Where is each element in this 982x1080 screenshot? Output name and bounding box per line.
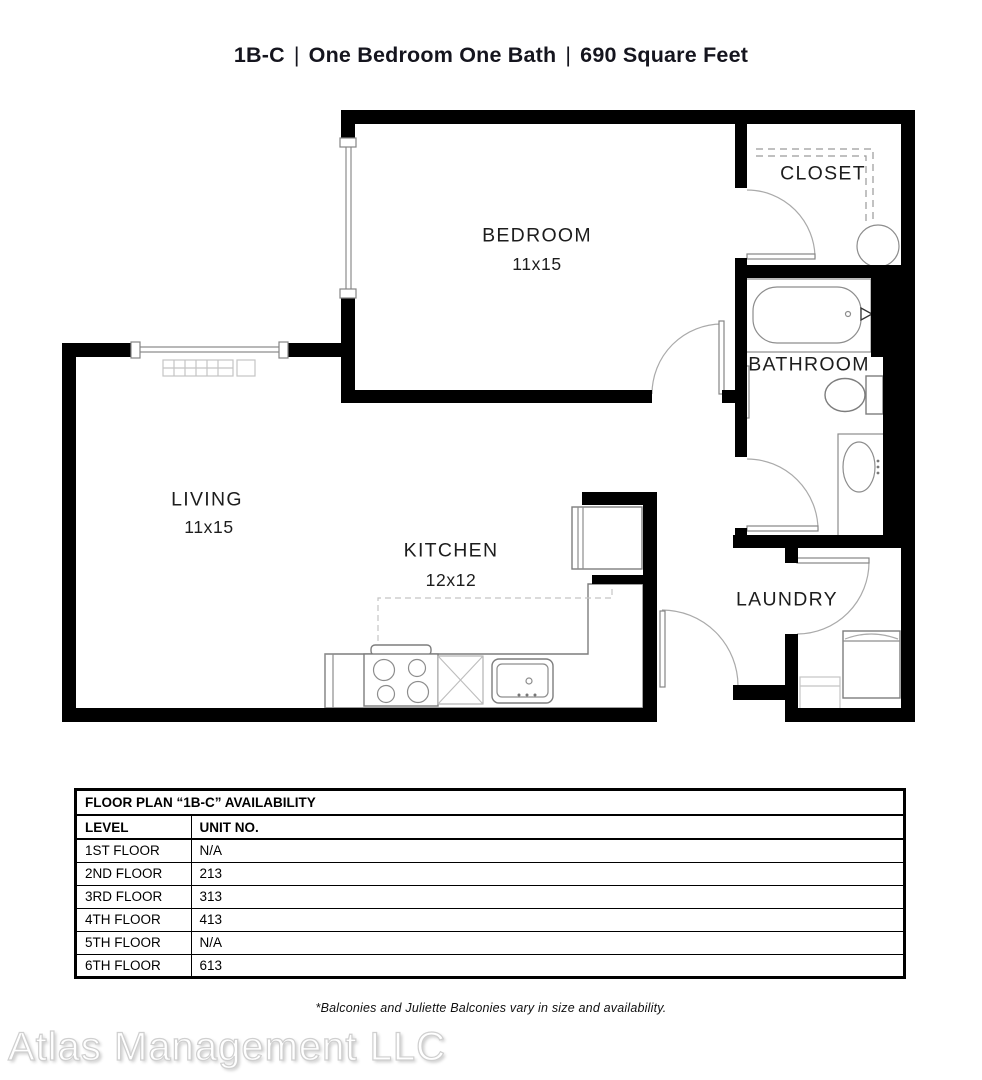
bathroom-door (747, 459, 818, 531)
company-watermark: Atlas Management LLC (8, 1025, 447, 1069)
entry-door (660, 610, 738, 687)
room-label-living: LIVING (171, 488, 243, 511)
room-dims-living: 11x15 (184, 516, 234, 537)
cell-level: 6TH FLOOR (76, 954, 191, 977)
washer (843, 631, 900, 698)
refrigerator (572, 507, 642, 569)
plan-size: 690 Square Feet (580, 43, 749, 67)
cell-unit: 313 (191, 885, 904, 908)
table-row (76, 908, 904, 931)
table-header-row (76, 815, 904, 839)
bedroom-door (652, 321, 724, 394)
title-divider: | (293, 43, 300, 67)
cell-unit: N/A (191, 931, 904, 954)
plan-code: 1B-C (233, 43, 285, 67)
room-label-kitchen: KITCHEN (403, 539, 499, 562)
cell-level: 2ND FLOOR (76, 862, 191, 885)
cell-unit: 413 (191, 908, 904, 931)
walls (62, 110, 915, 722)
availability-table (75, 789, 905, 978)
living-window (131, 342, 288, 358)
stove (364, 645, 438, 706)
room-dims-kitchen: 12x12 (425, 569, 477, 590)
kitchen-sink (492, 659, 553, 703)
col-header-unit: UNIT NO. (191, 815, 904, 839)
cell-unit: 613 (191, 954, 904, 977)
room-label-closet: CLOSET (780, 162, 866, 185)
cell-level: 5TH FLOOR (76, 931, 191, 954)
room-label-laundry: LAUNDRY (736, 588, 838, 611)
bathroom-sink-vanity (838, 434, 884, 538)
table-title: FLOOR PLAN “1B-C” AVAILABILITY (76, 790, 904, 815)
table-row (76, 839, 904, 862)
table-row (76, 931, 904, 954)
table-row (76, 885, 904, 908)
col-header-level: LEVEL (76, 815, 191, 839)
balcony-footnote: *Balconies and Juliette Balconies vary in size and availability. (315, 1001, 667, 1015)
closet-door (747, 190, 815, 259)
room-dims-bedroom: 11x15 (512, 253, 562, 274)
room-label-bedroom: BEDROOM (482, 224, 592, 247)
cell-unit: N/A (191, 839, 904, 862)
title-divider: | (565, 43, 572, 67)
table-row (76, 862, 904, 885)
water-heater (857, 225, 899, 267)
bedroom-window (340, 138, 356, 298)
dishwasher (438, 656, 483, 704)
cell-level: 1ST FLOOR (76, 839, 191, 862)
room-label-bathroom: BATHROOM (748, 353, 870, 376)
living-window-heater (163, 360, 255, 376)
utility-pan-outline (800, 677, 840, 709)
cell-level: 4TH FLOOR (76, 908, 191, 931)
toilet (825, 376, 883, 414)
plan-type: One Bedroom One Bath (308, 43, 557, 67)
table-title-row (76, 790, 904, 815)
bathtub (745, 279, 872, 352)
table-row (76, 954, 904, 977)
cell-level: 3RD FLOOR (76, 885, 191, 908)
cell-unit: 213 (191, 862, 904, 885)
